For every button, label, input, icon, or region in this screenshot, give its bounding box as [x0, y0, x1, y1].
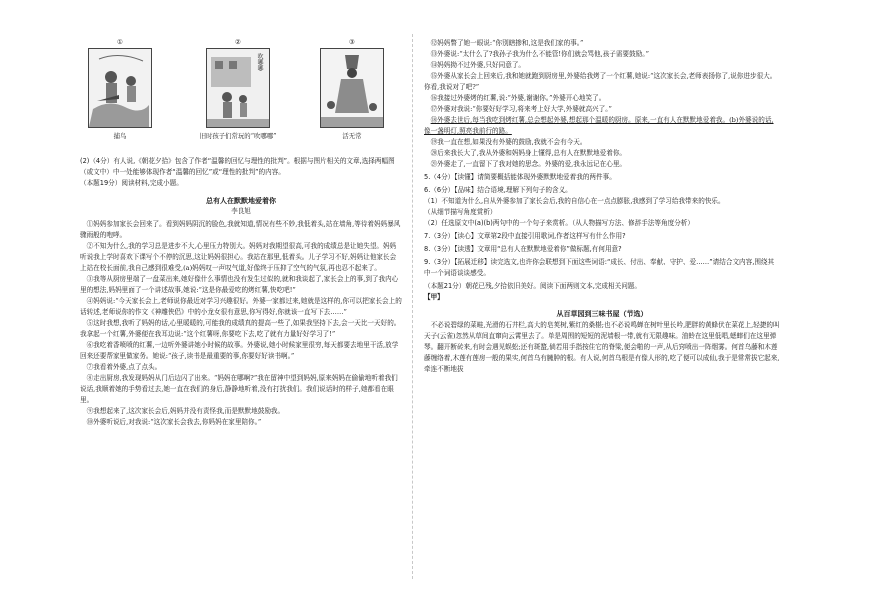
- paragraph-6: ⑥我吃着香喷喷的红薯,一边听外婆讲她小时候的故事。外婆说,她小时候家里很穷,每天都要去地里干活,放学回来还要帮家里做家务。她说:“孩子,读书是最重要的事,你要好好读书啊。”: [80, 341, 399, 360]
- question-6-1-hint: （从细节描写角度赏析）: [424, 208, 497, 216]
- image-1-caption: 捕鸟: [113, 132, 127, 140]
- paragraph-13: ⑬外婆说:“太什么了?我孙子我为什么不能管!你们就会骂他,孩子需要鼓励。”: [430, 50, 649, 58]
- bird-catching-illustration: [89, 49, 151, 127]
- paragraph-16: ⑯我接过外婆烤的红薯,说:“外婆,谢谢你。”外婆开心地笑了。: [430, 94, 606, 102]
- paragraph-10: ⑩外婆听说后,对我说:“这次家长会我去,你妈妈在家里陪你。”: [86, 418, 262, 426]
- excerpt-text: 不必说碧绿的菜畦,光滑的石井栏,高大的皂荚树,紫红的桑椹;也不必说鸣蝉在树叶里长吟,肥胖的黄蜂伏在菜花上,轻捷的叫天子(云雀)忽然从草间直窜向云霄里去了。单是周围的短短的泥墙根一带,就有无限趣味。油蛉在这里低唱,蟋蟀们在这里弹琴。翻开断砖来,有时会遇见蜈蚣;还有斑蝥,倘若用手指按住它的脊梁,便会啪的一声,从后窍喷出一阵烟雾。何首乌藤和木莲藤缠络着,木莲有莲房一般的果实,何首乌有臃肿的根。有人说,何首乌根是有像人形的,吃了便可以成仙,我于是常常拔它起来,牵连不断地拔: [424, 321, 780, 373]
- paragraph-9: ⑨我想起来了,这次家长会后,妈妈并没有责怪我,而是默默地鼓励我。: [86, 407, 285, 415]
- question-4-2: (2)（4分）有人说,《朝花夕拾》包含了作者“温馨的回忆与理性的批判”。根据与图片相关的文章,选择两幅图（或文中）中一处能够体现作者“温馨的回忆”或“理性的批判”的内容。: [80, 157, 395, 176]
- paragraph-3: ③我等从厨房里端了一盘菜出来,她好像什么事情也没有发生过似的,就和我谈起了,家长会上的事,到了我内心里的想法,妈妈里面了一个讲述故事,她说:“这是你最爱吃的烤红薯,快吃吧!”: [80, 275, 399, 294]
- paragraph-4: ④妈妈说:“今天家长会上,老师说你最近对学习兴趣很好。外婆一家都过来,她就是这样的,你可以把家长会上的话转述,老师说你的作文《神雕侠侣》中的小龙女很有意思,你写得好,你就该一直写下去……”: [80, 297, 402, 316]
- left-column: [80, 38, 402, 428]
- excerpt-title: 从百草园到三味书屋（节选）: [556, 310, 648, 318]
- paragraph-7: ⑦我看着外婆,点了点头。: [86, 363, 162, 371]
- image-1-illustration: [88, 48, 152, 128]
- excerpt-tag: 【甲】: [424, 293, 444, 301]
- paragraph-12: ⑫妈妈瞥了她一眼说:“你别瞎掺和,这是我们家的事。”: [430, 39, 584, 47]
- question-7: 7.（3分）【读心】文章第2段中直接引用歌词,作者这样写有什么作用?: [424, 232, 626, 240]
- paragraph-20: ⑳后来我长大了,我从外婆和妈妈身上懂得,总有人在默默地爱着你。: [430, 149, 627, 157]
- image-3: [312, 38, 392, 141]
- image-1: [80, 38, 160, 141]
- image-3-number: ③: [349, 38, 355, 46]
- question-5: 5.（4分）【读懂】请简要概括能体现外婆默默地爱着我的两件事。: [424, 173, 616, 181]
- paragraph-5: ⑤这时我想,我听了妈妈的话,心里暖暖的,可能我的成绩真的提高一些了,如果我坚持下去,会一天比一天好的。我拿起一个红薯,外婆便在我耳边说:“这个红薯呀,你要吃下去,吃了就有力量好好学习了!”: [80, 319, 401, 338]
- wuchang-illustration: [321, 49, 383, 127]
- paragraph-2: ②不知为什么,我的学习总是进步不大,心里压力特别大。妈妈对我期望很高,可我的成绩总是让她失望。妈妈听说我上学时喜欢下课写个不停的沉思,这让妈妈很担心。我站在那里,低着头。儿子学习不好,妈妈让他家长会上站在校长面前,我自己感到很难受,(a)妈妈叹一声叹气道,好像终于压抑了空气的气氛,再也忍不起来了。: [80, 242, 397, 272]
- image-2-caption: 旧时孩子们常玩的“吹哪哪”: [199, 132, 277, 140]
- question-8: 8.（3分）【读透】文章用“总有人在默默地爱着你”做标题,有何用意?: [424, 245, 622, 253]
- image-2-number: ②: [235, 38, 241, 46]
- image-2: [198, 38, 278, 141]
- article-title: 总有人在默默地爱着你: [206, 196, 276, 205]
- paragraph-8: ⑧走出厨房,我发现妈妈从门后边闪了出来。“妈妈在哪啊?”我在留神中望到妈妈,原来妈妈在偷偷地听着我们说话,我顺着她的手势看过去,她一直在我们的身后,静静地听着,没有打扰我们。我们说话时的样子,她都看在眼里。: [80, 374, 398, 404]
- paragraph-19: ⑲我一直在想,如果没有外婆的鼓励,我就不会有今天。: [430, 138, 587, 146]
- question-6-1: （1）不知道为什么,自从外婆参加了家长会后,我的自信心在一点点膨胀,我感到了学习给我带来的快乐。: [424, 197, 725, 205]
- image-3-illustration: [320, 48, 384, 128]
- right-column: [424, 38, 780, 375]
- question-9: 9.（3分）【拓展迁移】读完选文,也许你会联想到下面这些词语:“成长、付出、奉献、守护、爱……”请结合文内容,围绕其中一个词语谈谈感受。: [424, 258, 775, 277]
- paragraph-14: ⑭妈妈拗不过外婆,只好同意了。: [430, 61, 526, 69]
- question-6: 6.（6分）【品味】结合语境,理解下列句子的含义。: [424, 186, 572, 194]
- image-row: [80, 38, 402, 156]
- image-2-stamp: 吹哪哪: [256, 53, 263, 71]
- paragraph-15: ⑮外婆从家长会上回来后,我和她就跑到厨房里,外婆给我烤了一个红薯,她说:“这次家长会,老师表扬你了,说你进步很大。你看,我说对了吧?”: [424, 72, 777, 91]
- paragraph-17: ⑰外婆对我说:“你要好好学习,将来考上好大学,外婆就高兴了。”: [430, 105, 612, 113]
- article-author: 李良旭: [231, 207, 251, 215]
- paragraph-1: ①妈妈参加家长会回来了。看到妈妈阴沉的脸色,我就知道,情况有些不妙,我低着头,站在墙角,等待着妈妈暴风骤雨般的咆哮。: [80, 220, 401, 239]
- image-1-number: ①: [117, 38, 123, 46]
- column-divider: [412, 34, 413, 579]
- section-note: （本题19分）阅读材料,完成小题。: [80, 179, 183, 187]
- image-3-caption: 活无常: [342, 132, 362, 140]
- question-6-2: （2）任选原文中(a)(b)两句中的一个句子来赏析。（从人物描写方法、修辞手法等角度分析）: [424, 219, 694, 227]
- section-note-2: （本题21分）朝花已残,夕拾依旧美好。阅读下面两则文本,完成相关问题。: [424, 282, 641, 290]
- image-2-illustration: [206, 48, 270, 128]
- paragraph-21: ㉑外婆走了,一直留下了我对她的思念。外婆的爱,我永远记在心里。: [430, 160, 627, 168]
- paragraph-18: ⑱外婆去世后,每当我吃到烤红薯,总会想起外婆,想起那个温暖的厨房。原来,一直有人在默默地爱着我。(b)外婆说的话,像一盏明灯,照亮我前行的路。: [424, 116, 774, 135]
